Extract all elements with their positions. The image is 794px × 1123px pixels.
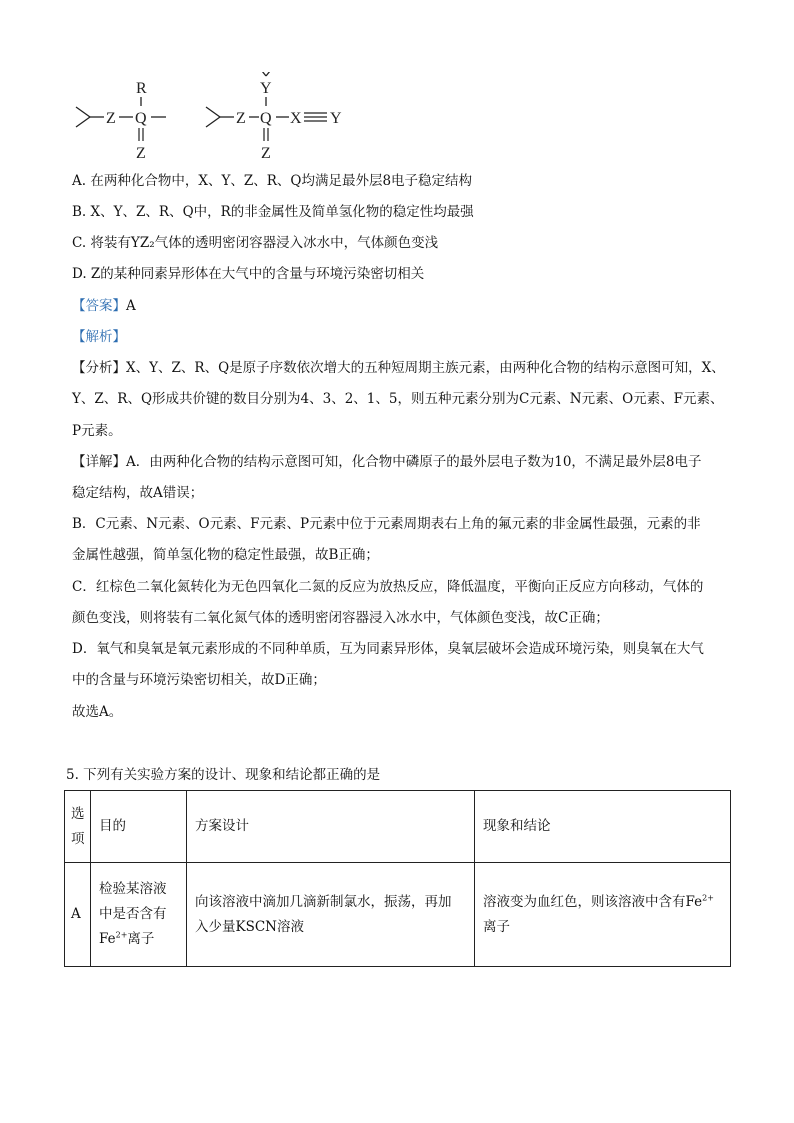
detail-a-line-2: 稳定结构，故A错误；	[72, 485, 204, 501]
option-a: A. 在两种化合物中，X、Y、Z、R、Q均满足最外层8电子稳定结构	[72, 173, 473, 189]
row-option: A	[65, 863, 91, 967]
answer-tag: 【答案】	[72, 298, 126, 314]
detail-b-line-1: B．C元素、N元素、O元素、F元素、P元素中位于元素周期表右上角的氟元素的非金属性最强，元素的非	[72, 516, 701, 532]
structure-right	[206, 72, 342, 162]
atom-z: Z	[106, 110, 116, 127]
analysis-subtag: 【分析】	[72, 360, 126, 376]
question-5-title: 5. 下列有关实验方案的设计、现象和结论都正确的是	[66, 767, 381, 783]
answer-line	[72, 296, 136, 316]
detail-conclusion: 故选A。	[72, 704, 123, 720]
option-b: B. X、Y、Z、R、Q中，R的非金属性及简单氢化物的稳定性均最强	[72, 204, 474, 220]
row-design: 向该溶液中滴加几滴新制氯水，振荡，再加 入少量KSCN溶液	[187, 863, 475, 967]
analysis-line-1: 【分析】X、Y、Z、R、Q是原子序数依次增大的五种短周期主族元素，由两种化合物的结构示意图可知，X、	[72, 360, 725, 376]
analysis-line-3: P元素。	[72, 423, 122, 439]
detail-c-line-1: C．红棕色二氧化氮转化为无色四氧化二氮的反应为放热反应，降低温度，平衡向正反应方向移动，气体的	[72, 579, 704, 595]
header-result: 现象和结论	[475, 791, 731, 863]
detail-a-line-1: 【详解】A．由两种化合物的结构示意图可知，化合物中磷原子的最外层电子数为10，不满足最外层8电子	[72, 454, 702, 470]
analysis-line-2: Y、Z、R、Q形成共价键的数目分别为4、3、2、1、5，则五种元素分别为C元素、N元素、O元素、F元素、	[72, 391, 724, 407]
option-c: C. 将装有YZ₂气体的透明密闭容器浸入冰水中，气体颜色变浅	[72, 235, 439, 251]
atom-x: X	[290, 110, 302, 127]
structure-diagrams	[70, 72, 370, 167]
detail-d-line-1: D．氧气和臭氧是氧元素形成的不同种单质，互为同素异形体，臭氧层破坏会造成环境污染，则臭氧在大气	[72, 641, 704, 657]
detail-b-line-2: 金属性越强，简单氢化物的稳定性最强，故B正确；	[72, 547, 379, 563]
answer-value: A	[126, 298, 136, 314]
atom-q: Q	[260, 110, 272, 127]
analysis-tag: 【解析】	[72, 329, 126, 345]
structure-left	[76, 80, 166, 162]
header-purpose: 目的	[91, 791, 187, 863]
detail-c-line-2: 颜色变浅，则将装有二氧化氮气体的透明密闭容器浸入冰水中，气体颜色变浅，故C正确；	[72, 610, 609, 626]
atom-y-top: Y	[260, 80, 272, 97]
detail-d-line-2: 中的含量与环境污染密切相关，故D正确；	[72, 672, 326, 688]
table-header-row	[65, 791, 731, 863]
header-design: 方案设计	[187, 791, 475, 863]
detail-tag: 【详解】	[72, 454, 126, 470]
row-purpose: 检验某溶液 中是否含有 $Fe^{2+}$离子	[91, 863, 187, 967]
header-option: 选 项	[65, 791, 91, 863]
atom-r: R	[136, 80, 147, 97]
experiment-table	[64, 790, 731, 967]
atom-z-bottom: Z	[136, 145, 146, 162]
atom-z: Z	[236, 110, 246, 127]
row-result: 溶液变为血红色，则该溶液中含有$Fe^{2+}$ 离子	[475, 863, 731, 967]
atom-q: Q	[135, 110, 147, 127]
atom-z-bottom: Z	[261, 145, 271, 162]
atom-y-right: Y	[330, 110, 342, 127]
table-row	[65, 863, 731, 967]
option-d: D. Z的某种同素异形体在大气中的含量与环境污染密切相关	[72, 266, 425, 282]
